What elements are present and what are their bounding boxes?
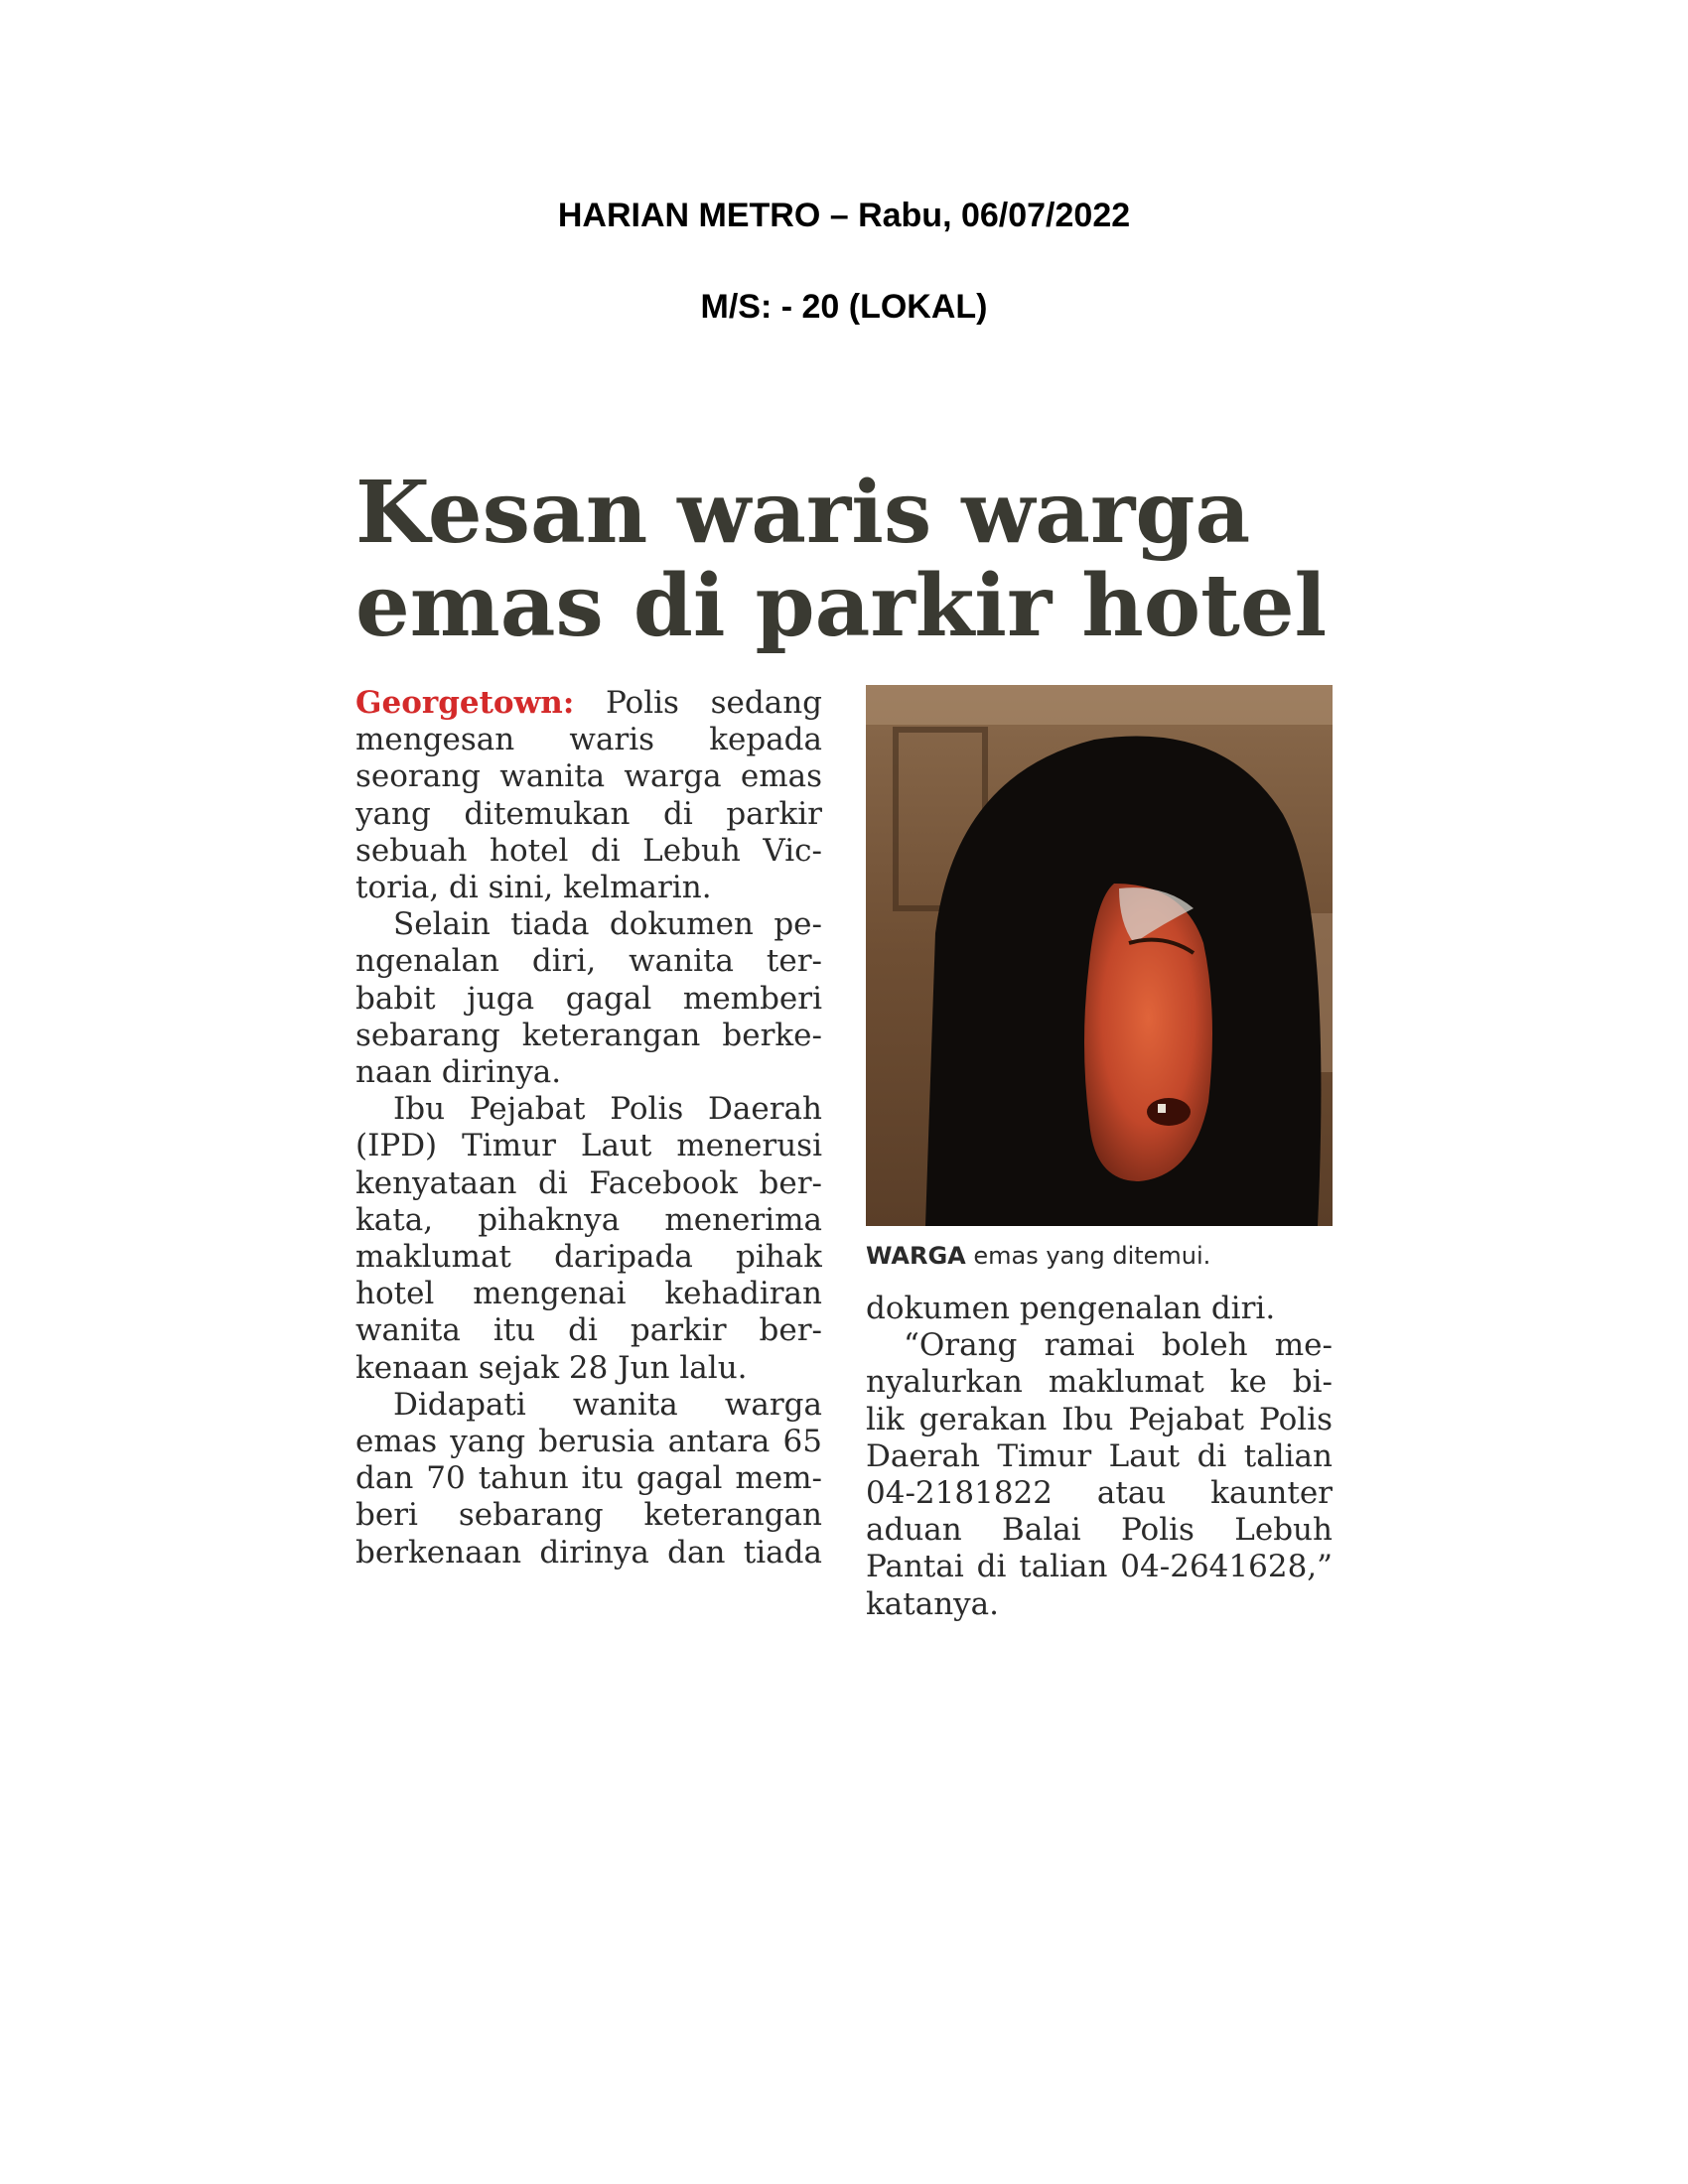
dateline: Georgetown: bbox=[355, 685, 575, 721]
body-text: Polis sedang bbox=[605, 685, 822, 721]
body-line: Ibu Pejabat Polis Daerah bbox=[393, 1091, 822, 1128]
page-reference: M/S: - 20 (LOKAL) bbox=[700, 288, 988, 326]
body-line: kenyataan di Facebook ber- bbox=[355, 1164, 822, 1201]
body-line: katanya. bbox=[866, 1585, 1000, 1622]
body-line: Daerah Timur Laut di talian bbox=[866, 1437, 1333, 1474]
caption-lead: WARGA bbox=[866, 1242, 966, 1270]
body-line: sebuah hotel di Lebuh Vic- bbox=[355, 832, 822, 869]
body-line: yang ditemukan di parkir bbox=[355, 795, 822, 832]
caption-text: emas yang ditemui. bbox=[965, 1242, 1211, 1270]
body-line: Didapati wanita warga bbox=[393, 1386, 822, 1423]
body-line: Selain tiada dokumen pe- bbox=[393, 906, 822, 943]
body-line: toria, di sini, kelmarin. bbox=[355, 870, 712, 906]
headline-line: Kesan waris warga bbox=[355, 463, 1251, 563]
body-line: babit juga gagal memberi bbox=[355, 980, 822, 1017]
body-line: lik gerakan Ibu Pejabat Polis bbox=[866, 1401, 1333, 1437]
body-line: dan 70 tahun itu gagal mem- bbox=[355, 1460, 822, 1497]
photo-caption bbox=[866, 1241, 1333, 1271]
body-line: seorang wanita warga emas bbox=[355, 758, 822, 795]
body-line: mengesan waris kepada bbox=[355, 722, 822, 758]
body-line: aduan Balai Polis Lebuh bbox=[866, 1512, 1333, 1549]
body-line: Pantai di talian 04-2641628,” bbox=[866, 1549, 1333, 1585]
publication-header: HARIAN METRO – Rabu, 06/07/2022 bbox=[557, 197, 1131, 234]
body-line: naan dirinya. bbox=[355, 1054, 562, 1091]
body-line: (IPD) Timur Laut menerusi bbox=[355, 1128, 822, 1164]
body-line: beri sebarang keterangan bbox=[355, 1497, 822, 1534]
body-line: sebarang keterangan berke- bbox=[355, 1017, 822, 1053]
body-line: wanita itu di parkir ber- bbox=[355, 1312, 822, 1349]
body-line: maklumat daripada pihak bbox=[355, 1239, 822, 1276]
body-line: kata, pihaknya menerima bbox=[355, 1201, 822, 1238]
body-line: 04-2181822 atau kaunter bbox=[866, 1475, 1333, 1512]
article-right-column bbox=[866, 1291, 1333, 1623]
body-line: hotel mengenai kehadiran bbox=[355, 1276, 822, 1312]
article-headline bbox=[355, 463, 1338, 656]
body-line: nyalurkan maklumat ke bi- bbox=[866, 1364, 1333, 1401]
photo-illustration bbox=[866, 685, 1333, 1226]
body-line: emas yang berusia antara 65 bbox=[355, 1424, 822, 1460]
elderly-woman-photo bbox=[866, 685, 1333, 1226]
body-line: berkenaan dirinya dan tiada bbox=[355, 1534, 822, 1570]
body-line: kenaan sejak 28 Jun lalu. bbox=[355, 1349, 748, 1386]
body-line: ngenalan diri, wanita ter- bbox=[355, 943, 822, 980]
body-line bbox=[355, 685, 822, 722]
newspaper-clipping bbox=[348, 447, 1350, 1678]
article-left-column bbox=[355, 685, 822, 1571]
body-line: “Orang ramai boleh me- bbox=[904, 1327, 1333, 1364]
headline-line: emas di parkir hotel bbox=[355, 556, 1328, 656]
body-line: dokumen pengenalan diri. bbox=[866, 1291, 1276, 1326]
